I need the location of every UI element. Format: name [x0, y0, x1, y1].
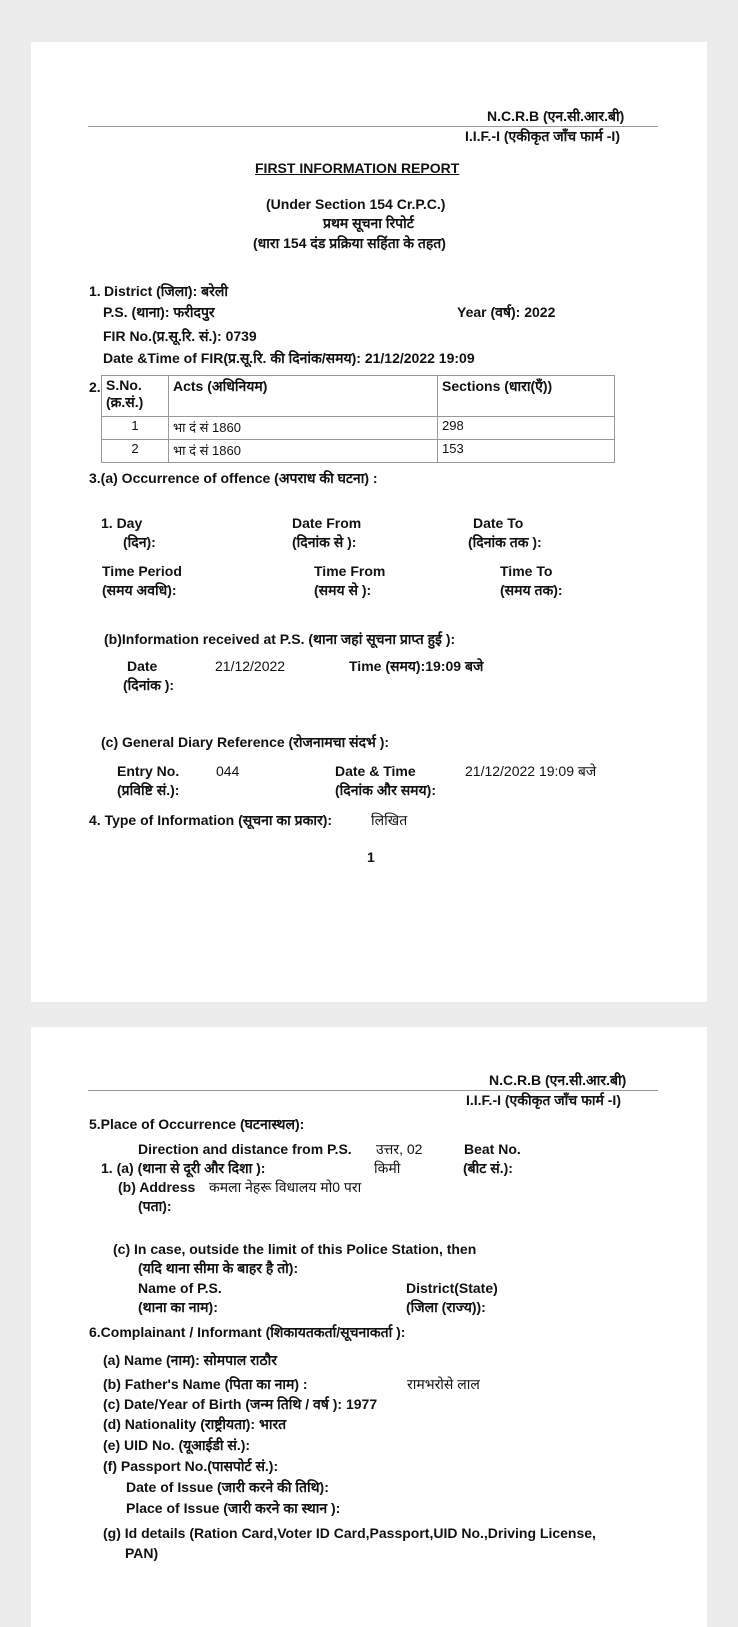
beat-no-label-hi: (बीट सं.):	[463, 1160, 513, 1176]
sno-header	[102, 376, 169, 417]
complainant-title: 6.Complainant / Informant (शिकायतकर्ता/सूचनाकर्ता ):	[89, 1324, 406, 1340]
time-from-label: Time From	[314, 563, 386, 579]
section2-number: 2.	[89, 379, 101, 395]
passport-number: (f) Passport No.(पासपोर्ट सं.):	[103, 1458, 279, 1474]
diary-datetime-label: Date & Time	[335, 763, 416, 779]
id-details-label: (g) Id details (Ration Card,Voter ID Card,Passport,UID No.,Driving License,	[103, 1525, 596, 1541]
place-of-issue: Place of Issue (जारी करने का स्थान ):	[126, 1500, 341, 1516]
address-label-hi: (पता):	[138, 1198, 172, 1214]
table-row	[102, 440, 615, 463]
ncrb-header-p2: N.C.R.B (एन.सी.आर.बी)	[489, 1072, 627, 1088]
subtitle-hindi: प्रथम सूचना रिपोर्ट	[323, 215, 414, 231]
row-sno: 1	[102, 417, 169, 440]
time-from-label-hi: (समय से ):	[314, 582, 372, 598]
diary-datetime-label-hi: (दिनांक और समय):	[335, 782, 436, 798]
table-row	[102, 417, 615, 440]
district-state-label: District(State)	[406, 1280, 498, 1296]
name-of-ps-label-hi: (थाना का नाम):	[138, 1299, 218, 1315]
date-to-label-hi: (दिनांक तक ):	[468, 534, 542, 550]
direction-label-hi: 1. (a) (थाना से दूरी और दिशा ):	[101, 1160, 266, 1176]
time-to-label: Time To	[500, 563, 553, 579]
uid-number: (e) UID No. (यूआईडी सं.):	[103, 1437, 251, 1453]
received-date-label-hi: (दिनांक ):	[123, 677, 175, 693]
general-diary-title: (c) General Diary Reference (रोजनामचा संदर्भ ):	[101, 734, 390, 750]
time-to-label-hi: (समय तक):	[500, 582, 563, 598]
report-title: FIRST INFORMATION REPORT	[255, 160, 460, 176]
row-section: 298	[438, 417, 615, 440]
received-time: Time (समय):19:09 बजे	[349, 658, 484, 674]
id-details-label-cont: PAN)	[125, 1545, 159, 1561]
direction-label: Direction and distance from P.S.	[138, 1141, 352, 1157]
complainant-name: (a) Name (नाम): सोमपाल राठौर	[103, 1352, 277, 1368]
address-value: कमला नेहरू विधालय मो0 परा	[209, 1179, 362, 1195]
sno-header-en: S.No.	[106, 377, 142, 393]
date-of-issue: Date of Issue (जारी करने की तिथि):	[126, 1479, 329, 1495]
page-number: 1	[367, 849, 375, 865]
day-label-hi: (दिन):	[123, 534, 156, 550]
iif-header: I.I.F.-I (एकीकृत जाँच फार्म -I)	[465, 128, 620, 144]
acts-header: Acts (अधिनियम)	[169, 376, 438, 417]
father-name-label: (b) Father's Name (पिता का नाम) :	[103, 1376, 308, 1392]
acts-table-header	[102, 376, 615, 417]
fir-datetime-field: Date &Time of FIR(प्र.सू.रि. की दिनांक/समय): 21/12/2022 19:09	[103, 350, 475, 366]
beat-no-label: Beat No.	[464, 1141, 521, 1157]
distance-unit: किमी	[374, 1160, 401, 1176]
date-from-label: Date From	[292, 515, 362, 531]
section1-number: 1.	[89, 283, 101, 299]
place-of-occurrence-title: 5.Place of Occurrence (घटनास्थल):	[89, 1116, 305, 1132]
row-act: भा दं सं 1860	[169, 417, 438, 440]
date-of-birth: (c) Date/Year of Birth (जन्म तिथि / वर्ष ): 1977	[103, 1396, 378, 1412]
received-date-label: Date	[127, 658, 158, 674]
father-name-value: रामभरोसे लाल	[407, 1376, 480, 1392]
received-date-value: 21/12/2022	[215, 658, 286, 674]
document-page-1	[31, 42, 707, 1002]
subtitle-section: (Under Section 154 Cr.P.C.)	[266, 196, 446, 212]
ncrb-header: N.C.R.B (एन.सी.आर.बी)	[487, 108, 625, 124]
subtitle-hindi-section: (धारा 154 दंड प्रक्रिया सहिंता के तहत)	[253, 235, 446, 251]
year-field: Year (वर्ष): 2022	[457, 304, 556, 320]
row-sno: 2	[102, 440, 169, 463]
outside-limit-label: (c) In case, outside the limit of this Police Station, then	[113, 1241, 477, 1257]
district-field: District (जिला): बरेली	[104, 283, 228, 299]
date-to-label: Date To	[473, 515, 524, 531]
acts-table	[101, 375, 615, 463]
police-station-field: P.S. (थाना): फरीदपुर	[103, 304, 215, 320]
diary-datetime-value: 21/12/2022 19:09 बजे	[465, 763, 597, 779]
header-divider	[88, 126, 658, 127]
district-state-label-hi: (जिला (राज्य)):	[406, 1299, 486, 1315]
info-type-value: लिखित	[371, 812, 408, 828]
direction-value: उत्तर, 02	[376, 1141, 423, 1157]
info-type-label: 4. Type of Information (सूचना का प्रकार):	[89, 812, 333, 828]
day-label: 1. Day	[101, 515, 143, 531]
time-period-label: Time Period	[102, 563, 182, 579]
fir-number-field: FIR No.(प्र.सू.रि. सं.): 0739	[103, 328, 257, 344]
row-section: 153	[438, 440, 615, 463]
sno-header-hi: (क्र.सं.)	[106, 394, 144, 410]
entry-no-label-hi: (प्रविष्टि सं.):	[117, 782, 180, 798]
row-act: भा दं सं 1860	[169, 440, 438, 463]
document-page-2	[31, 1027, 707, 1627]
entry-no-label: Entry No.	[117, 763, 180, 779]
name-of-ps-label: Name of P.S.	[138, 1280, 222, 1296]
sections-header: Sections (धारा(एँ))	[438, 376, 615, 417]
time-period-label-hi: (समय अवधि):	[102, 582, 177, 598]
address-label: (b) Address	[118, 1179, 196, 1195]
date-from-label-hi: (दिनांक से ):	[292, 534, 357, 550]
entry-no-value: 044	[216, 763, 240, 779]
info-received-title: (b)Information received at P.S. (थाना जहां सूचना प्राप्त हुई ):	[104, 631, 456, 647]
header-divider-p2	[88, 1090, 658, 1091]
occurrence-title: 3.(a) Occurrence of offence (अपराध की घटना) :	[89, 470, 378, 486]
nationality: (d) Nationality (राष्ट्रीयता): भारत	[103, 1416, 287, 1432]
outside-limit-label-hi: (यदि थाना सीमा के बाहर है तो):	[138, 1260, 299, 1276]
iif-header-p2: I.I.F.-I (एकीकृत जाँच फार्म -I)	[466, 1092, 621, 1108]
